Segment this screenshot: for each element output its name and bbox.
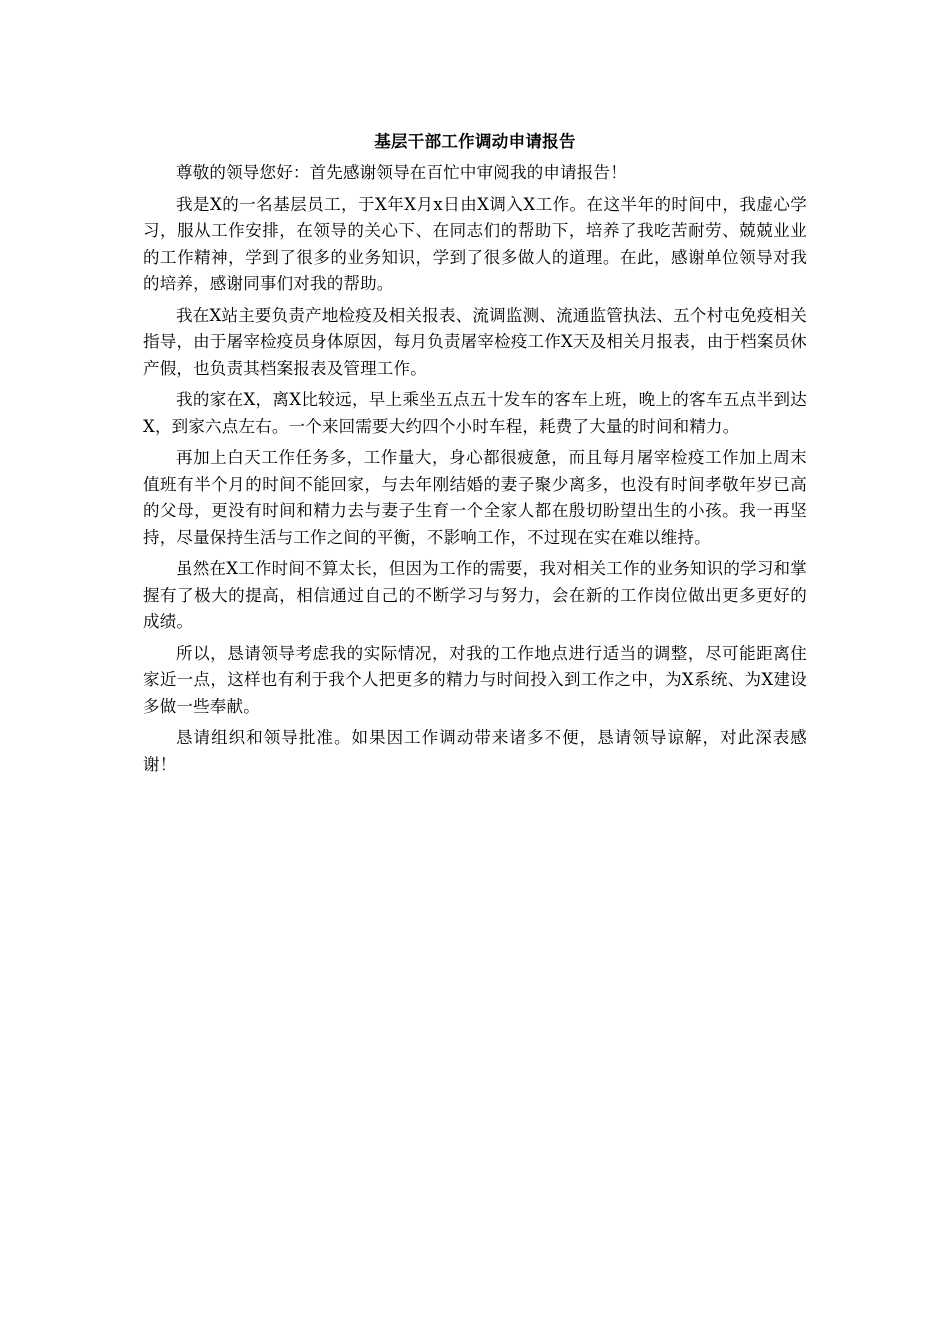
paragraph-responsibilities: 我在X站主要负责产地检疫及相关报表、流调监测、流通监管执法、五个村屯免疫相关指导，由于屠宰检疫员身体原因，每月负责屠宰检疫工作X天及相关月报表，由于档案员休产假，也负责其档案报表及管理工作。	[143, 305, 807, 378]
document-title: 基层干部工作调动申请报告	[374, 132, 576, 151]
paragraph-family-situation: 再加上白天工作任务多，工作量大，身心都很疲惫，而且每月屠宰检疫工作加上周末值班有半个月的时间不能回家，与去年刚结婚的妻子聚少离多，也没有时间孝敬年岁已高的父母，更没有时间和精力去与妻子生育一个全家人都在殷切盼望出生的小孩。我一再坚持，尽量保持生活与工作之间的平衡，不影响工作，不过现在实在难以维持。	[143, 448, 807, 547]
paragraph-request: 所以，恳请领导考虑我的实际情况，对我的工作地点进行适当的调整，尽可能距离住家近一点，这样也有利于我个人把更多的精力与时间投入到工作之中，为X系统、为X建设多做一些奉献。	[143, 643, 807, 716]
paragraph-commute: 我的家在X，离X比较远，早上乘坐五点五十发车的客车上班，晚上的客车五点半到达X，到家六点左右。一个来回需要大约四个小时车程，耗费了大量的时间和精力。	[143, 390, 807, 436]
paragraph-greeting: 尊敬的领导您好：首先感谢领导在百忙中审阅我的申请报告！	[176, 163, 627, 182]
paragraph-achievements: 虽然在X工作时间不算太长，但因为工作的需要，我对相关工作的业务知识的学习和掌握有了极大的提高，相信通过自己的不断学习与努力，会在新的工作岗位做出更多更好的成绩。	[143, 559, 807, 631]
document-body	[143, 128, 807, 783]
paragraph-introduction: 我是X的一名基层员工，于X年X月x日由X调入X工作。在这半年的时间中，我虚心学习，服从工作安排，在领导的关心下、在同志们的帮助下，培养了我吃苦耐劳、兢兢业业的工作精神，学到了很多的业务知识，学到了很多做人的道理。在此，感谢单位领导对我的培养，感谢同事们对我的帮助。	[143, 194, 807, 293]
paragraph-closing: 恳请组织和领导批准。如果因工作调动带来诸多不便，恳请领导谅解，对此深表感谢！	[143, 728, 807, 774]
